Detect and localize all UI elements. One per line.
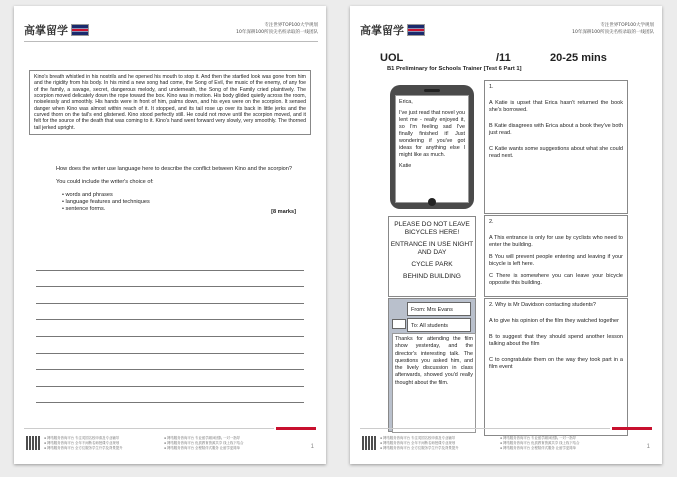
footer-text: ● 网络服务咨询平台 专业留学顾问团队 一对一指导 [500,436,577,440]
footer-col1 [380,436,459,451]
option-c[interactable]: C Katie wants some suggestions about what she could read next. [489,146,623,159]
answer-line[interactable] [36,287,304,304]
flag-icon [71,24,89,36]
answer-line[interactable] [36,320,304,337]
footer-text: ● 网络服务咨询平台 全年不间断名师授课专业规划 [44,441,120,445]
passage-box: Kino's breath whistled in his nostrils and he opened his mouth to stop it. And then the startled look was gone from him and the rigidity from his body. In his mind a new song had come, the Song of Evil, the music of the enemy, of any foe of the family, a savage, secret, dangerous melody, and underneath, the Song of the Family cried plaintively. The scorpion moved delicately down the rope toward the box. Kino was in motion. His body glided quietly across the room, noiselessly and smoothly. His hands were in front of him, palms down, and his eyes were on the scorpion. It sensed danger when Kino was almost within reach of it. It stopped, and its tail rose up over its back in little jerks and the curved thorn on the tail's end glistened. Kino stood perfectly still. He could not move until the scorpion moved, and it felt for the source of the death that was coming to it. Kino's hand went forward very slowly, very smoothly. The thorned tail jerked upright. [29,70,311,135]
qr-code-icon [362,436,376,450]
page-number: 1 [310,444,314,450]
tagline-line1: 专注世界TOP100大学规划 [264,23,318,28]
question-1-options [484,80,628,214]
footer-divider [360,428,610,429]
footer-text: ● 网络服务咨询平台 全方位服务学生升学及背景提升 [380,446,459,450]
footer-text: ● 网络服务咨询平台 专注英国名校申请及专业辅导 [44,436,120,440]
option-a[interactable]: A Katie is upset that Erica hasn't returned the book she's borrowed. [489,100,623,113]
bicycle-notice [388,216,476,297]
phone-message [390,85,474,209]
answer-line[interactable] [36,337,304,354]
tagline-line2: 10年深耕100所顶尖名校录取的一线团队 [572,30,654,35]
memo-to: To: All students [407,318,471,332]
header-divider [24,41,318,42]
answer-line[interactable] [36,254,304,271]
email-memo [388,298,476,432]
footer-text: ● 网络服务咨询平台 专业留学顾问团队 一对一指导 [164,436,241,440]
header-tagline [236,22,318,36]
footer-divider [24,428,274,429]
option-b[interactable]: B Katie disagrees with Erica about a book they've both just read. [489,123,623,136]
message-greeting: Erica, [399,99,413,105]
notice-line: PLEASE DO NOT LEAVE BICYCLES HERE! [394,221,470,236]
uol-label: UOL [380,52,404,64]
instruction-text: You could include the writer's choice of: [56,179,154,185]
footer-col2 [500,436,579,451]
logo [24,22,89,38]
bullet-item: • language features and techniques [62,199,296,206]
page-left [14,6,326,464]
logo [360,22,425,38]
option-a[interactable]: A to give his opinion of the film they watched together [489,318,619,324]
notice-line: BEHIND BUILDING [403,273,461,280]
phone-screen [395,95,469,203]
flag-icon [407,24,425,36]
question-2-options [484,215,628,297]
question-3-options [484,298,628,436]
footer-accent [276,427,316,430]
footer-col1 [44,436,123,451]
notice-line: CYCLE PARK [411,261,453,268]
envelope-icon [392,319,406,329]
footer-text: ● 网络服务咨询平台 优质教育资源共享 线上线下结合 [500,441,580,445]
answer-line[interactable] [36,387,304,404]
answer-line[interactable] [36,354,304,371]
answer-line[interactable] [36,271,304,288]
footer-text: ● 网络服务咨询平台 全程陪伴式服务 让留学更简单 [164,446,241,450]
bullet-item: • words and phrases [62,192,296,199]
test-subtitle: B1 Preliminary for Schools Trainer [Test 6 Part 1] [387,66,522,72]
home-button-icon [428,198,436,206]
footer-text: ● 网络服务咨询平台 全年不间断名师授课专业规划 [380,441,456,445]
footer-text: ● 网络服务咨询平台 全程陪伴式服务 让留学更简单 [500,446,577,450]
message-sign: Katie [399,163,412,169]
marks-label: [8 marks] [271,209,296,215]
question-stem: 2. Why is Mr Davidson contacting students? [489,302,596,308]
question-number: 2. [489,219,494,225]
footer-accent [612,427,652,430]
time-label: 20-25 mins [550,52,607,64]
option-b[interactable]: B to suggest that they should spend another lesson talking about the film [489,334,623,347]
question-block [56,166,296,216]
footer-col2 [164,436,243,451]
footer-text: ● 网络服务咨询平台 优质教育资源共享 线上线下结合 [164,441,244,445]
bullet-item: • sentence forms. [62,206,296,213]
score-label: /11 [496,52,511,64]
answer-line[interactable] [36,304,304,321]
footer-text: ● 网络服务咨询平台 专注英国名校申请及专业辅导 [380,436,456,440]
memo-body: Thanks for attending the film show yesterday, and the director's interesting talk. The questions you asked him, and the lively discussion in class afterwards, showed you'd really thought about the film. [392,333,476,433]
tagline-line2: 10年深耕100所顶尖名校录取的一线团队 [236,30,318,35]
memo-from: From: Mrs Evans [407,302,471,316]
logo-text: 高掌留学 [24,24,68,37]
question-number: 1. [489,84,494,90]
qr-code-icon [26,436,40,450]
header-tagline [572,22,654,36]
message-body: I've just read that novel you lent me - really enjoyed it, so I'm feeling sad I've finally finished it! Just wondering if you've got ideas for anything else I might like as much. [399,110,465,158]
answer-line[interactable] [36,370,304,387]
option-c[interactable]: C to congratulate them on the way they took part in a film event [489,357,623,370]
question-text: How does the writer use language here to describe the conflict between Kino and the scorpion? [56,166,293,172]
option-b[interactable]: B You will prevent people entering and leaving if your bicycle is left here. [489,254,623,267]
answer-lines[interactable] [36,254,304,403]
page-right [350,6,662,464]
logo-text: 高掌留学 [360,24,404,37]
phone-speaker [424,89,440,92]
option-c[interactable]: C There is somewhere you can leave your bicycle opposite this building. [489,273,623,286]
tagline-line1: 专注世界TOP100大学规划 [600,23,654,28]
footer-text: ● 网络服务咨询平台 全方位服务学生升学及背景提升 [44,446,123,450]
notice-line: ENTRANCE IN USE NIGHT AND DAY [390,241,474,256]
page-number: 1 [646,444,650,450]
option-a[interactable]: A This entrance is only for use by cyclists who need to enter the building. [489,235,623,248]
